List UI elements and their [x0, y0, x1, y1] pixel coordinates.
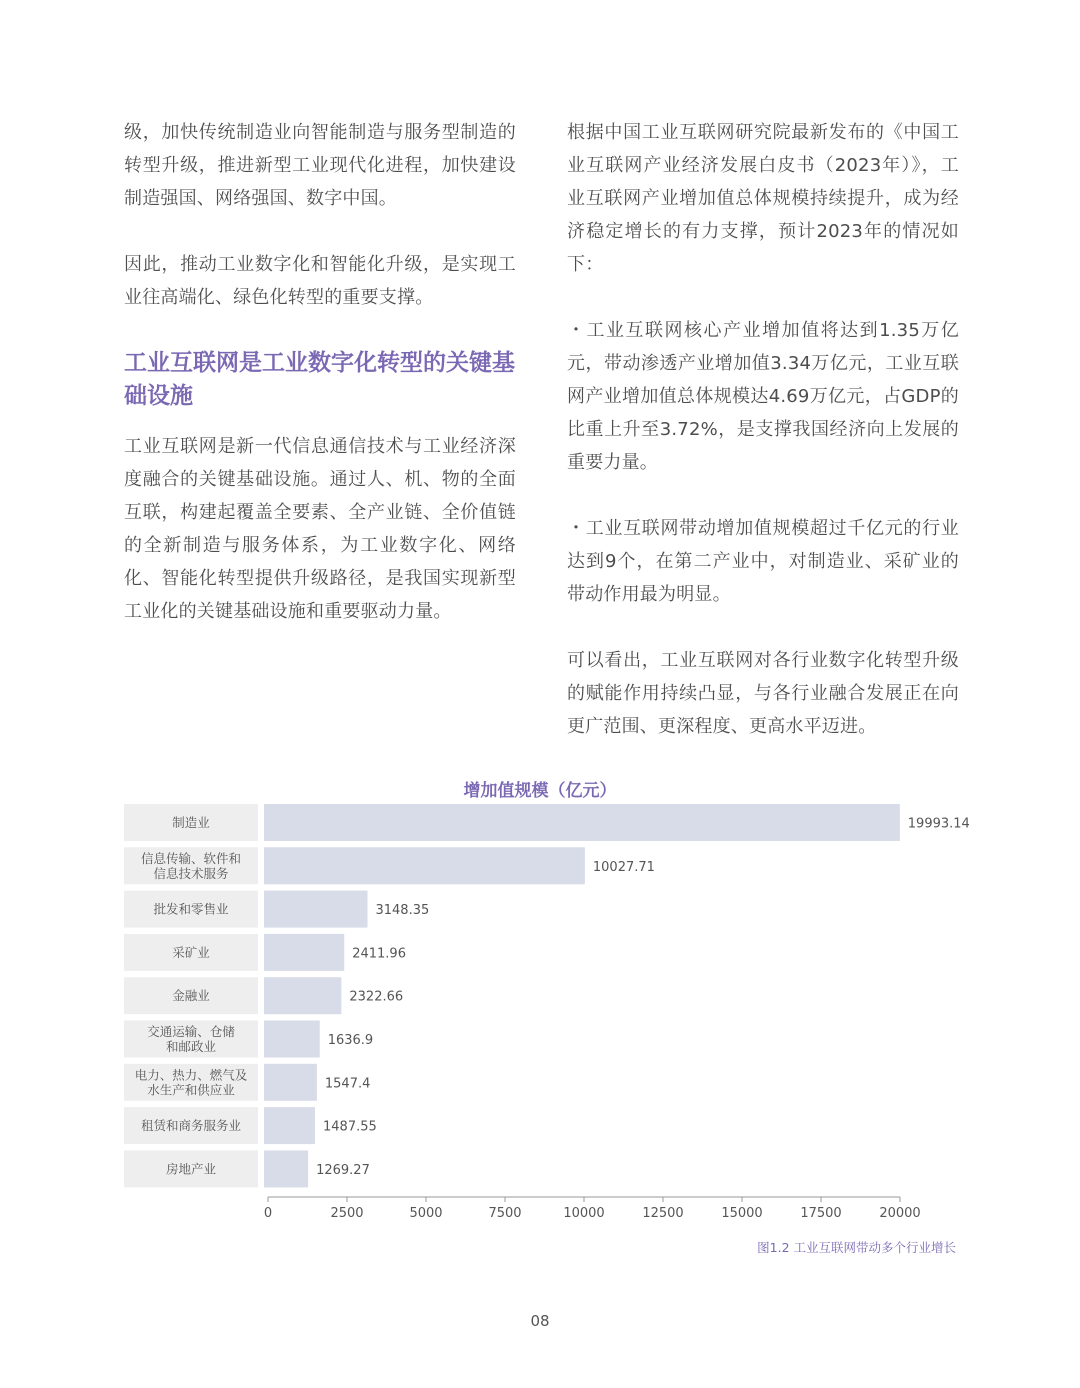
chart-title: 增加值规模（亿元）: [463, 781, 617, 801]
bar: [264, 1107, 315, 1144]
value-label: 1487.55: [323, 1119, 377, 1135]
bar: [264, 1150, 308, 1187]
bar: [264, 934, 344, 971]
bar: [264, 804, 900, 841]
category-label-line: 房地产业: [165, 1161, 217, 1177]
bar: [264, 891, 367, 928]
x-tick-label: 10000: [563, 1206, 605, 1221]
value-label: 19993.14: [907, 816, 970, 832]
category-label: [141, 851, 241, 881]
x-tick-label: 20000: [879, 1206, 921, 1221]
x-tick-label: 15000: [721, 1206, 763, 1221]
category-label-line: 租赁和商务服务业: [140, 1118, 242, 1134]
value-label: 2411.96: [352, 946, 406, 962]
category-label-line: 和邮政业: [165, 1039, 217, 1054]
value-label: 1547.4: [324, 1076, 371, 1092]
category-label-line: 电力、热力、燃气及: [134, 1067, 248, 1083]
category-label: [172, 945, 210, 960]
category-label-line: 交通运输、仓储: [147, 1024, 235, 1039]
category-label: [166, 1161, 217, 1176]
value-label: 1269.27: [316, 1162, 370, 1178]
bar: [264, 1064, 317, 1101]
bar: [264, 847, 585, 884]
right-paragraph-4: 可以看出，工业互联网对各行业数字化转型升级的赋能作用持续凸显，与各行业融合发展正在向更广范围、更深程度、更高水平迈进。: [567, 650, 959, 737]
section-heading: 工业互联网是工业数字化转型的关键基础设施: [124, 350, 515, 409]
value-label: 10027.71: [592, 859, 655, 875]
x-tick-label: 0: [263, 1206, 273, 1221]
left-paragraph-2: 因此，推动工业数字化和智能化升级，是实现工业往高端化、绿色化转型的重要支撑。: [124, 254, 516, 308]
category-label-line: 水生产和供应业: [147, 1082, 235, 1098]
category-label-line: 信息传输、软件和: [140, 850, 242, 866]
figure-caption: 图1.2 工业互联网带动多个行业增长: [757, 1240, 956, 1255]
bar: [264, 1021, 320, 1058]
category-label-line: 信息技术服务: [153, 865, 229, 881]
left-paragraph-1: 级，加快传统制造业向智能制造与服务型制造的转型升级，推进新型工业现代化进程，加快建设制造强国、网络强国、数字中国。: [124, 122, 516, 209]
category-label-line: 制造业: [172, 815, 210, 830]
category-label: [172, 815, 210, 830]
left-paragraph-3: 工业互联网是新一代信息通信技术与工业经济深度融合的关键基础设施。通过人、机、物的全面互联，构建起覆盖全要素、全产业链、全价值链的全新制造与服务体系，为工业数字化、网络化、智能化转型提供升级路径，是我国实现新型工业化的关键基础设施和重要驱动力量。: [124, 436, 516, 622]
category-label: [141, 1118, 242, 1133]
category-label: [172, 988, 210, 1003]
bar: [264, 977, 341, 1014]
category-label-line: 金融业: [172, 988, 210, 1004]
x-tick-label: 5000: [409, 1206, 443, 1221]
category-label: [135, 1067, 248, 1097]
value-label: 1636.9: [327, 1033, 374, 1048]
right-bullet-1: ・工业互联网核心产业增加值将达到1.35万亿元，带动渗透产业增加值3.34万亿元，工业互联网产业增加值总体规模达4.69万亿元，占GDP的比重上升至3.72%，是支撑我国经济向上发展的重要力量。: [567, 320, 959, 473]
category-label: [153, 902, 229, 917]
right-bullet-2: ・工业互联网带动增加值规模超过千亿元的行业达到9个，在第二产业中，对制造业、采矿业的带动作用最为明显。: [567, 518, 959, 605]
x-tick-label: 17500: [800, 1206, 842, 1221]
category-label-line: 采矿业: [172, 944, 210, 960]
x-tick-label: 7500: [488, 1206, 522, 1221]
page-number: 08: [530, 1312, 550, 1330]
value-label: 2322.66: [349, 989, 404, 1005]
x-tick-label: 2500: [330, 1206, 364, 1221]
right-paragraph-1: 根据中国工业互联网研究院最新发布的《中国工业互联网产业经济发展白皮书（2023年）》，工业互联网产业增加值总体规模持续提升，成为经济稳定增长的有力支撑，预计2023年的情况如下：: [567, 122, 959, 275]
x-tick-label: 12500: [642, 1206, 684, 1221]
value-label: 3148.35: [375, 903, 430, 919]
category-label-line: 批发和零售业: [153, 901, 229, 917]
